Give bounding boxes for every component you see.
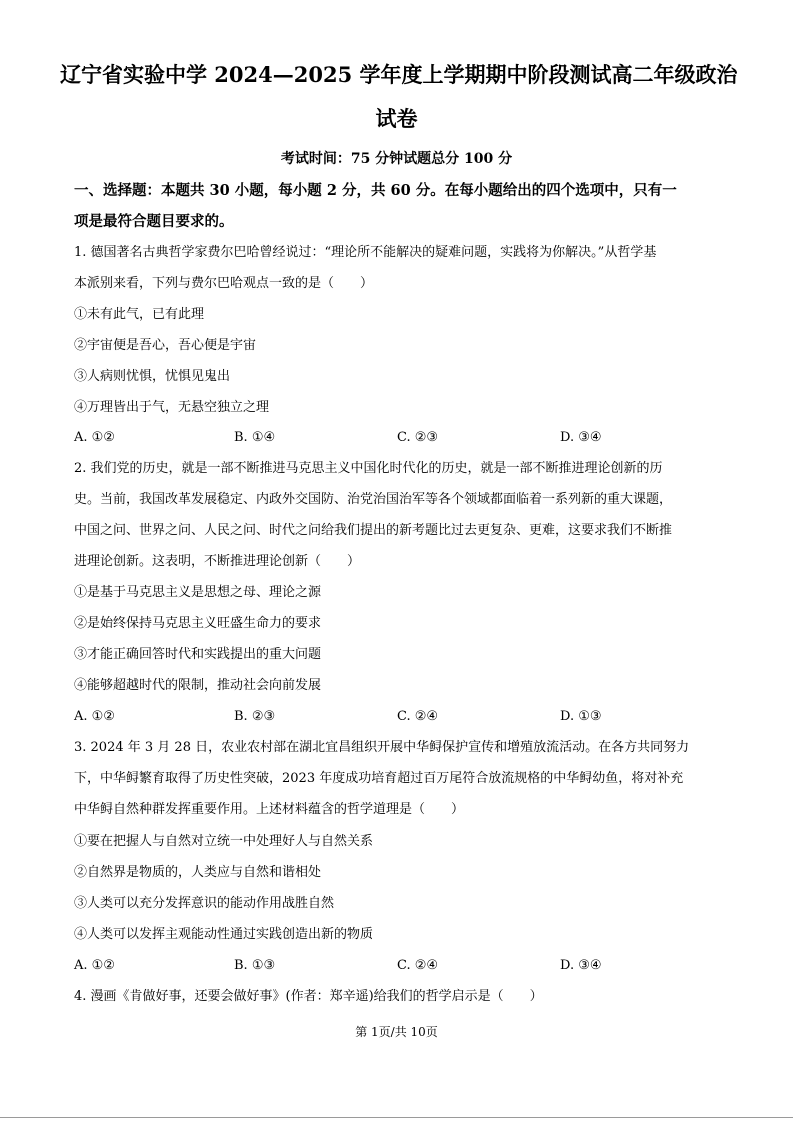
exam-title-line-1: 辽宁省实验中学 2024—2025 学年度上学期期中阶段测试高二年级政治	[60, 62, 738, 87]
q3-statement-3: ③人类可以充分发挥意识的能动作用战胜自然	[74, 896, 335, 911]
q1-statement-3: ③人病则忧惧，忧惧见鬼出	[74, 369, 231, 384]
q2-stem-line-4: 进理论创新。这表明，不断推进理论创新（ ）	[74, 554, 361, 569]
q3-option-d[interactable]: D. ③④	[560, 958, 602, 973]
q2-statement-4: ④能够超越时代的限制，推动社会向前发展	[74, 678, 322, 693]
q2-option-b[interactable]: B. ②③	[234, 709, 276, 724]
section-heading-line-1: 一、选择题：本题共 30 小题，每小题 2 分，共 60 分。在每小题给出的四个选项中，只有一	[74, 182, 677, 199]
q1-stem-line-2: 本派别来看，下列与费尔巴哈观点一致的是（ ）	[74, 276, 374, 291]
q3-stem-line-1: 3. 2024 年 3 月 28 日，农业农村部在湖北宜昌组织开展中华鲟保护宣传和增殖放流活动。在各方共同努力	[74, 740, 690, 755]
exam-info: 考试时间：75 分钟试题总分 100 分	[280, 151, 513, 167]
q3-stem-line-3: 中华鲟自然种群发挥重要作用。上述材料蕴含的哲学道理是（ ）	[74, 802, 465, 817]
q1-option-a[interactable]: A. ①②	[74, 430, 115, 445]
q2-option-d[interactable]: D. ①③	[560, 709, 602, 724]
q1-statement-1: ①未有此气，已有此理	[74, 307, 205, 322]
q1-option-b[interactable]: B. ①④	[234, 430, 276, 445]
q1-option-d[interactable]: D. ③④	[560, 430, 602, 445]
q3-option-b[interactable]: B. ①③	[234, 958, 276, 973]
q2-statement-2: ②是始终保持马克思主义旺盛生命力的要求	[74, 616, 322, 631]
section-heading-line-2: 项是最符合题目要求的。	[74, 213, 234, 230]
q3-option-a[interactable]: A. ①②	[74, 958, 115, 973]
q2-stem-line-1: 2. 我们党的历史，就是一部不断推进马克思主义中国化时代化的历史，就是一部不断推进理论创新的历	[74, 461, 663, 476]
q2-stem-line-3: 中国之问、世界之问、人民之问、时代之问给我们提出的新考题比过去更复杂、更难，这要求我们不断推	[74, 523, 673, 538]
q3-statement-1: ①要在把握人与自然对立统一中处理好人与自然关系	[74, 834, 374, 849]
q4-stem-line-1: 4. 漫画《肯做好事，还要会做好事》(作者：郑辛遥)给我们的哲学启示是（ ）	[74, 989, 543, 1004]
page-footer: 第 1页/共 10页	[355, 1025, 438, 1039]
q2-option-a[interactable]: A. ①②	[74, 709, 115, 724]
q3-option-c[interactable]: C. ②④	[397, 958, 439, 973]
q2-stem-line-2: 史。当前，我国改革发展稳定、内政外交国防、治党治国治军等各个领域都面临着一系列新的重大课题，	[74, 492, 673, 507]
q3-statement-2: ②自然界是物质的，人类应与自然和谐相处	[74, 865, 322, 880]
q2-statement-1: ①是基于马克思主义是思想之母、理论之源	[74, 585, 322, 600]
q1-stem-line-1: 1. 德国著名古典哲学家费尔巴哈曾经说过：“理论所不能解决的疑难问题，实践将为你解决。”从哲学基	[74, 245, 657, 260]
q3-statement-4: ④人类可以发挥主观能动性通过实践创造出新的物质	[74, 927, 374, 942]
q3-stem-line-2: 下，中华鲟繁育取得了历史性突破，2023 年度成功培育超过百万尾符合放流规格的中华鲟幼鱼，将对补充	[74, 771, 684, 786]
q1-option-c[interactable]: C. ②③	[397, 430, 439, 445]
q1-statement-2: ②宇宙便是吾心，吾心便是宇宙	[74, 338, 257, 353]
bottom-divider	[0, 1117, 793, 1118]
q2-option-c[interactable]: C. ②④	[397, 709, 439, 724]
exam-title-line-2: 试卷	[375, 106, 418, 131]
q2-statement-3: ③才能正确回答时代和实践提出的重大问题	[74, 647, 322, 662]
q1-statement-4: ④万理皆出于气，无悬空独立之理	[74, 400, 270, 415]
